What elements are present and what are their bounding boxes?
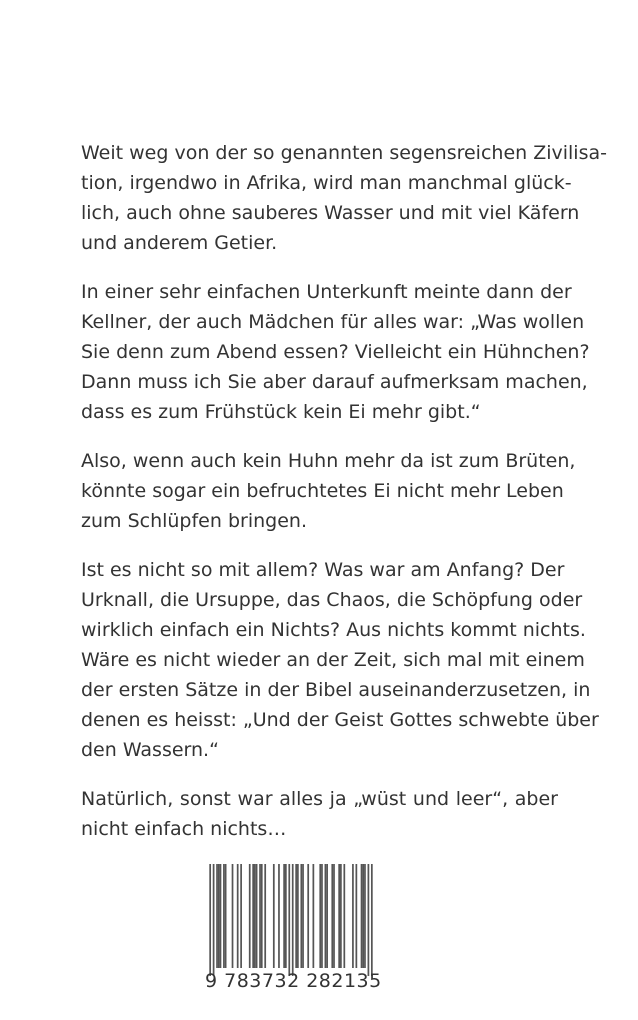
barcode-bar <box>362 864 364 968</box>
barcode-bar <box>300 864 302 968</box>
isbn-barcode <box>205 864 382 994</box>
barcode-bar <box>220 864 222 968</box>
barcode-bar <box>223 864 225 968</box>
barcode-bar <box>331 864 333 968</box>
barcode-bar <box>232 864 234 968</box>
barcode-bar <box>371 864 373 976</box>
barcode-bar <box>338 864 340 968</box>
barcode-bar <box>364 864 366 968</box>
barcode-bar <box>333 864 335 968</box>
barcode-bar <box>343 864 345 968</box>
text-line: Urknall, die Ursuppe, das Chaos, die Schöpfung oder <box>81 589 583 611</box>
text-line: Sie denn zum Abend essen? Vielleicht ein Hühnchen? <box>81 341 590 363</box>
barcode-bar <box>326 864 328 968</box>
paragraph-4 <box>81 555 599 765</box>
paragraph-2 <box>81 277 590 427</box>
barcode-bar <box>292 864 294 976</box>
text-line: könnte sogar ein befruchtetes Ei nicht mehr Leben <box>81 480 564 502</box>
barcode-bar <box>295 864 297 968</box>
barcode-bar <box>213 864 215 976</box>
barcode-bar <box>340 864 342 968</box>
barcode-bar <box>319 864 321 968</box>
barcode-bar <box>288 864 290 976</box>
barcode-bar <box>218 864 220 968</box>
barcode-bar <box>252 864 254 968</box>
barcode-bar <box>283 864 285 968</box>
text-line: Also, wenn auch kein Huhn mehr da ist zum Brüten, <box>81 450 576 472</box>
text-line: der ersten Sätze in der Bibel auseinanderzusetzen, in <box>81 679 591 701</box>
text-line: Weit weg von der so genannten segensreichen Zivilisa- <box>81 142 607 164</box>
barcode-bar <box>307 864 309 968</box>
barcode-bar <box>313 864 315 968</box>
text-line: Dann muss ich Sie aber darauf aufmerksam machen, <box>81 371 588 393</box>
barcode-bar <box>264 864 266 968</box>
barcode-bar <box>368 864 370 976</box>
barcode-bar <box>216 864 218 968</box>
paragraph-1 <box>81 138 607 258</box>
text-line: dass es zum Frühstück kein Ei mehr gibt.“ <box>81 401 481 423</box>
barcode-bar <box>225 864 227 968</box>
barcode-bar <box>285 864 287 968</box>
barcode-bar <box>261 864 263 968</box>
text-line: Kellner, der auch Mädchen für alles war: „Was wollen <box>81 311 585 333</box>
text-line: denen es heisst: „Und der Geist Gottes schwebte über <box>81 709 599 731</box>
text-line: nicht einfach nichts… <box>81 818 287 840</box>
barcode-bar <box>259 864 261 968</box>
barcode-bar <box>273 864 275 968</box>
barcode-bar <box>237 864 239 968</box>
paragraph-5 <box>81 784 558 844</box>
text-line: Wäre es nicht wieder an der Zeit, sich mal mit einem <box>81 649 585 671</box>
barcode-bar <box>302 864 304 968</box>
barcode-number: 9 783732 282135 <box>205 970 382 992</box>
barcode-bar <box>254 864 256 968</box>
barcode-bar <box>278 864 280 968</box>
text-line: den Wassern.“ <box>81 739 219 761</box>
barcode-bar <box>361 864 363 968</box>
barcode-bar <box>321 864 323 968</box>
text-line: Natürlich, sonst war alles ja „wüst und leer“, aber <box>81 788 558 810</box>
barcode-bar <box>249 864 251 968</box>
barcode-bar <box>240 864 242 968</box>
barcode-bar <box>209 864 211 976</box>
text-line: Ist es nicht so mit allem? Was war am Anfang? Der <box>81 559 565 581</box>
barcode-bar <box>325 864 327 968</box>
text-line: und anderem Getier. <box>81 232 278 254</box>
barcode-bar <box>297 864 299 968</box>
barcode-bar <box>352 864 354 968</box>
text-line: lich, auch ohne sauberes Wasser und mit viel Käfern <box>81 202 580 224</box>
text-line: tion, irgendwo in Afrika, wird man manchmal glück- <box>81 172 572 194</box>
body-text <box>81 138 607 863</box>
text-line: wirklich einfach ein Nichts? Aus nichts kommt nichts. <box>81 619 586 641</box>
text-line: zum Schlüpfen bringen. <box>81 510 307 532</box>
text-line: In einer sehr einfachen Unterkunft meinte dann der <box>81 281 572 303</box>
barcode-bar <box>356 864 358 968</box>
barcode-bar <box>256 864 258 968</box>
paragraph-3 <box>81 446 576 536</box>
